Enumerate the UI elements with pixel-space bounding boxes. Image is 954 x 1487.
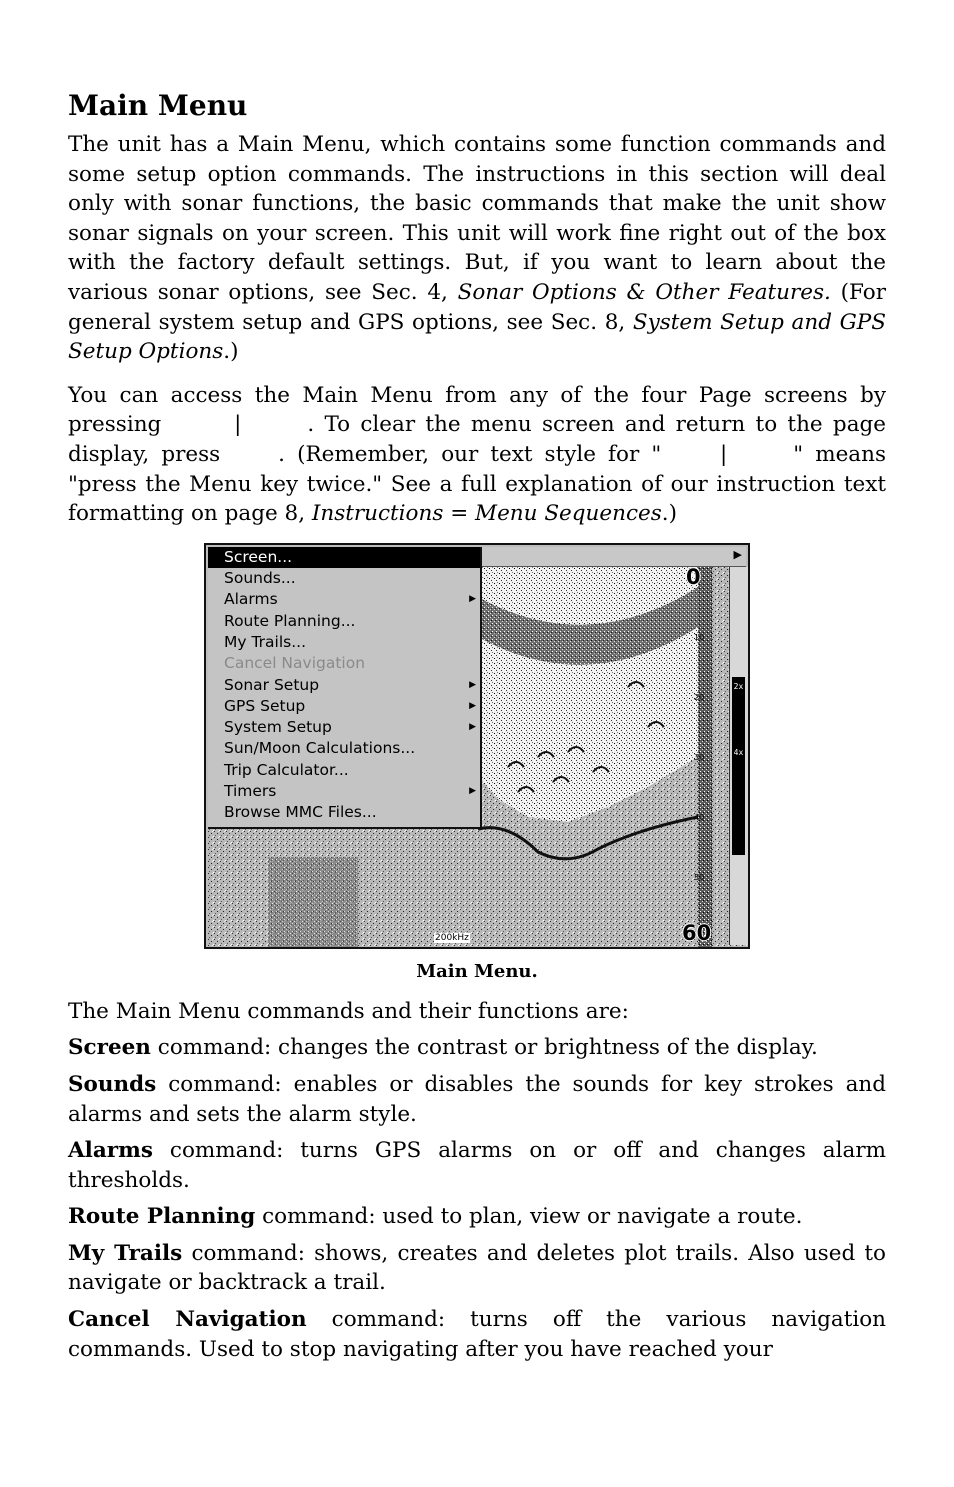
command-desc: command: used to plan, view or navigate a route. (255, 1204, 803, 1230)
main-menu (208, 547, 482, 829)
menu-item-label: Sonar Setup (224, 675, 320, 694)
menu-item-label: Alarms (224, 590, 278, 609)
menu-item-trip-calculator[interactable] (208, 760, 480, 781)
command-desc: command: turns off the various navigation commands. Used to stop navigating after you have reached your (68, 1307, 887, 1362)
main-menu-screenshot (204, 543, 750, 949)
intro-text-mid: (For general system setup and GPS options, see Sec. 8, (68, 279, 887, 335)
remember-text: . (Remember, our text style for " (278, 441, 662, 467)
clear-text: . To clear the menu screen and return to the page display, press (68, 412, 886, 467)
command-list (68, 1033, 886, 1364)
system-setup-reference: System Setup and GPS Setup Options (68, 309, 886, 365)
menu-item-label: Trip Calculator... (224, 760, 349, 779)
command-desc: command: enables or disables the sounds for key strokes and alarms and sets the alarm style. (68, 1071, 886, 1127)
command-description (68, 1033, 886, 1063)
menu-item-label: Sun/Moon Calculations... (224, 739, 416, 758)
menu-item-sun-moon-calculations[interactable] (208, 738, 480, 759)
triangle-right-icon: ▶ (733, 547, 742, 561)
keypress-sequence (161, 410, 241, 440)
menu-item-label: Sounds... (224, 569, 296, 588)
command-description (68, 1305, 886, 1364)
depth-bottom-label: 60 (682, 920, 712, 945)
command-desc: command: shows, creates and deletes plot trails. Also used to navigate or backtrack a trail. (68, 1240, 886, 1296)
menu-item-route-planning[interactable] (208, 611, 480, 632)
menu-item-timers[interactable] (208, 781, 480, 802)
submenu-arrow-icon: ▶ (469, 785, 476, 796)
intro-paragraph-1 (68, 130, 886, 367)
command-name: Screen (68, 1035, 151, 1061)
menu-item-label: My Trails... (224, 632, 307, 651)
submenu-arrow-icon: ▶ (469, 722, 476, 733)
access-text: You can access the Main Menu from any of the four Page screens by pressing (68, 382, 886, 438)
menu-item-label: GPS Setup (224, 696, 306, 715)
menu-item-label: Screen... (224, 547, 293, 566)
menu-item-label: Timers (224, 781, 277, 800)
instructions-reference: Instructions = Menu Sequences (311, 501, 662, 527)
menu-item-cancel-navigation[interactable] (208, 653, 480, 674)
command-description (68, 1239, 886, 1298)
command-description (68, 1136, 886, 1195)
explanation-text: " means "press the Menu key twice." See a full explanation of our instruction text formatting on page 8, (68, 441, 886, 527)
menu-item-sonar-setup[interactable] (208, 675, 480, 696)
depth-top-label: 0 (686, 564, 701, 589)
menu-item-label: Route Planning... (224, 611, 356, 630)
intro-paragraph-2 (68, 381, 886, 529)
menu-item-gps-setup[interactable] (208, 696, 480, 717)
command-name: Alarms (68, 1138, 153, 1164)
key-separator: | (234, 412, 242, 438)
screen-title-bar (480, 547, 746, 567)
command-description (68, 1070, 886, 1129)
zoom-label-2x: 2x (733, 681, 744, 691)
menu-item-my-trails[interactable] (208, 632, 480, 653)
functions-intro: The Main Menu commands and their functions are: (68, 998, 629, 1024)
command-name: Route Planning (68, 1204, 256, 1230)
command-desc: command: turns GPS alarms on or off and changes alarm thresholds. (68, 1138, 886, 1193)
intro-text-end: .) (223, 339, 239, 365)
intro-text: The unit has a Main Menu, which contains some function commands and some setup option commands. The instructions in this section will deal only with sonar functions, the basic commands that make the unit show sonar signals on your screen. This unit will work fine right out of the box with the factory default settings. But, if you want to learn about the various sonar options, see Sec. 4, (68, 132, 886, 305)
command-name: My Trails (68, 1240, 183, 1266)
menu-item-browse-mmc-files[interactable] (208, 802, 480, 823)
submenu-arrow-icon: ▶ (469, 700, 476, 711)
sonar-options-reference: Sonar Options & Other Features. (457, 279, 831, 305)
menu-item-label: Cancel Navigation (224, 654, 366, 673)
menu-item-sounds[interactable] (208, 568, 480, 589)
command-description (68, 1202, 886, 1232)
submenu-arrow-icon: ▶ (469, 679, 476, 690)
command-name: Cancel Navigation (68, 1307, 307, 1333)
menu-item-system-setup[interactable] (208, 717, 480, 738)
menu-item-screen[interactable] (208, 547, 480, 568)
manual-page (68, 88, 886, 1371)
depth-tick-30: 30 (694, 752, 705, 762)
depth-tick-50: 50 (694, 872, 705, 882)
depth-tick-40: 40 (694, 812, 705, 822)
menu-item-label: System Setup (224, 718, 332, 737)
explanation-end: .) (661, 501, 677, 527)
command-desc: command: changes the contrast or brightness of the display. (150, 1035, 818, 1061)
menu-item-alarms[interactable] (208, 589, 480, 610)
depth-tick-10: 10 (694, 632, 705, 642)
depth-tick-20: 20 (694, 692, 705, 702)
zoom-bar (732, 677, 745, 855)
submenu-arrow-icon: ▶ (469, 594, 476, 605)
keypress-example (661, 440, 727, 470)
menu-item-label: Browse MMC Files... (224, 803, 377, 822)
figure-caption: Main Menu. (416, 960, 538, 982)
command-name: Sounds (68, 1071, 157, 1097)
zoom-label-4x: 4x (733, 747, 744, 757)
key-separator-2: | (719, 441, 728, 467)
frequency-label: 200kHz (435, 932, 469, 943)
section-heading: Main Menu (68, 89, 248, 122)
